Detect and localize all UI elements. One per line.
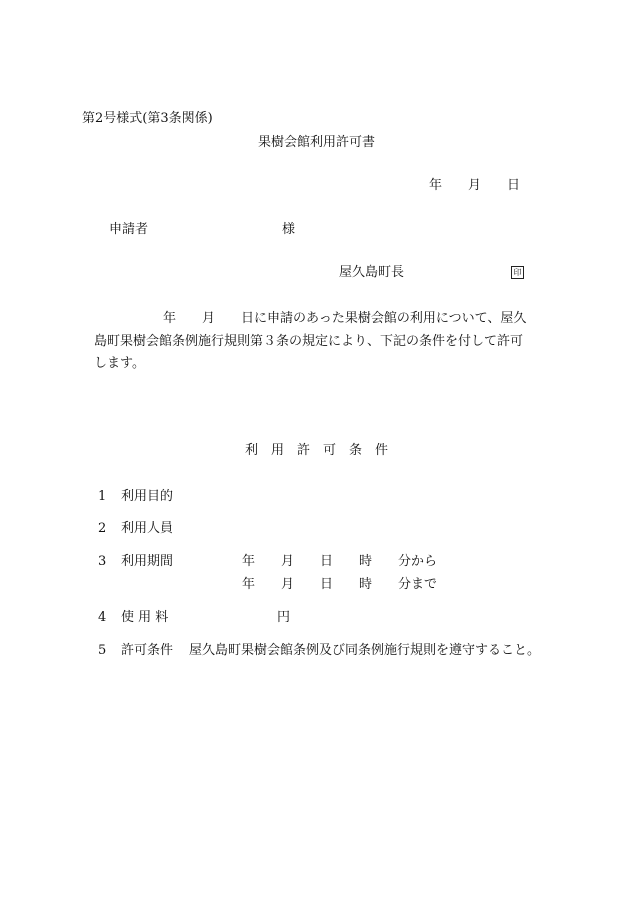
body-line-1: 年 月 日に申請のあった果樹会館の利用について、屋久 <box>163 311 527 326</box>
permit-terms-text: 屋久島町果樹会館条例及び同条例施行規則を遵守すること。 <box>189 643 541 658</box>
condition-number: 2 <box>98 521 107 536</box>
body-line-3: します。 <box>94 356 145 371</box>
condition-number: 5 <box>98 643 107 658</box>
condition-number: 1 <box>98 489 107 504</box>
condition-label-fee: 使 用 料 <box>121 610 169 625</box>
condition-label-period: 利用期間 <box>121 554 174 569</box>
issue-date-line: 年 月 日 <box>429 178 521 193</box>
form-number: 第2号様式(第3条関係) <box>82 111 213 126</box>
condition-number: 3 <box>98 554 107 569</box>
fee-unit: 円 <box>277 610 291 625</box>
conditions-heading: 利 用 許 可 条 件 <box>245 443 389 458</box>
condition-number: 4 <box>98 610 107 625</box>
condition-label-purpose: 利用目的 <box>121 489 174 504</box>
condition-label-terms: 許可条件 <box>121 643 174 658</box>
honorific-sama: 様 <box>282 222 296 237</box>
condition-label-headcount: 利用人員 <box>121 521 174 536</box>
applicant-label: 申請者 <box>109 222 149 237</box>
seal-mark: 印 <box>511 266 524 279</box>
body-line-2: 島町果樹会館条例施行規則第３条の規定により、下記の条件を付して許可 <box>94 334 524 349</box>
period-to: 年 月 日 時 分まで <box>242 577 438 592</box>
issuer-name: 屋久島町長 <box>339 265 405 280</box>
document-title: 果樹会館利用許可書 <box>258 135 376 150</box>
period-from: 年 月 日 時 分から <box>242 554 438 569</box>
